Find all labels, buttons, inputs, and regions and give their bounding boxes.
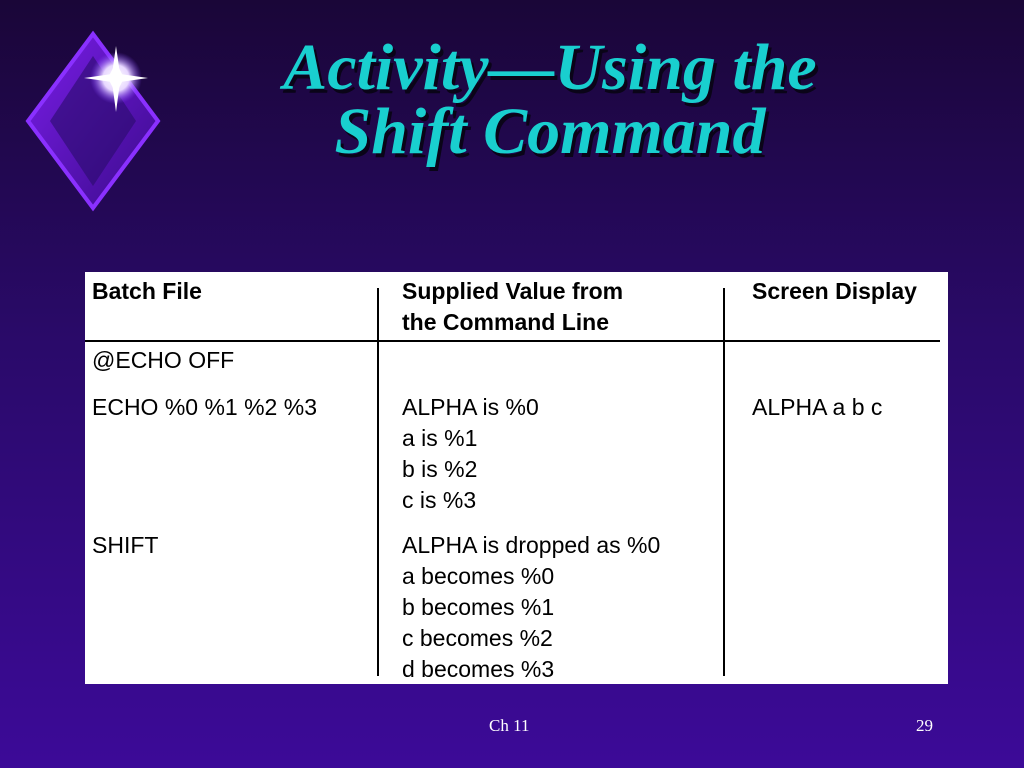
batch-line: ECHO %0 %1 %2 %3	[92, 394, 317, 420]
header-supplied-line-1: Supplied Value from	[402, 278, 624, 304]
supplied-line: c is %3	[402, 487, 477, 513]
shift-command-table	[85, 272, 948, 684]
batch-line: @ECHO OFF	[92, 347, 235, 373]
supplied-line: ALPHA is dropped as %0	[402, 532, 661, 558]
header-batch-file: Batch File	[92, 278, 202, 304]
supplied-line: a becomes %0	[402, 563, 555, 589]
header-divider	[85, 340, 940, 342]
diamond-star-icon	[18, 26, 168, 216]
supplied-line: b becomes %1	[402, 594, 555, 620]
slide-title	[150, 31, 950, 168]
column-divider-1	[377, 288, 379, 676]
display-line: ALPHA a b c	[752, 394, 883, 420]
header-screen-display: Screen Display	[752, 278, 917, 304]
batch-line: SHIFT	[92, 532, 159, 558]
supplied-line: a is %1	[402, 425, 478, 451]
title-line-1: Activity—Using the	[283, 31, 817, 104]
column-divider-2	[723, 288, 725, 676]
footer-chapter: Ch 11	[489, 716, 530, 735]
supplied-line: ALPHA is %0	[402, 394, 539, 420]
supplied-line: c becomes %2	[402, 625, 553, 651]
header-supplied-line-2: the Command Line	[402, 309, 610, 335]
title-line-2: Shift Command	[334, 95, 766, 168]
supplied-line: b is %2	[402, 456, 478, 482]
footer-page-number: 29	[916, 716, 933, 735]
supplied-line: d becomes %3	[402, 656, 555, 682]
